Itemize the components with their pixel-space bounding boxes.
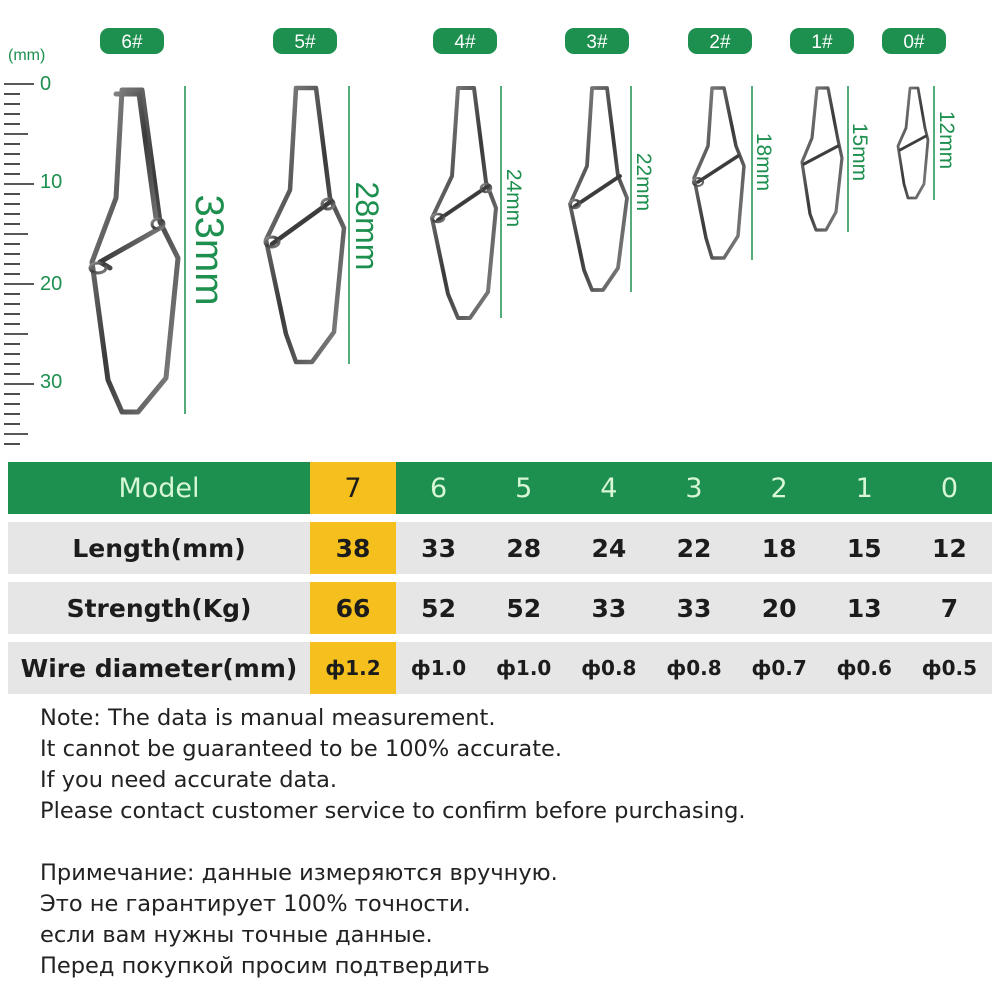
note-line: If you need accurate data. — [40, 767, 338, 793]
header-label: Model — [118, 472, 200, 504]
table-cell: ф0.8 — [581, 656, 637, 680]
table-cell: 24 — [591, 533, 627, 563]
table-cell: 22 — [676, 533, 712, 563]
snap-0-image — [898, 88, 928, 198]
table-row-length — [8, 522, 992, 574]
table-row-wire-diameter — [8, 642, 992, 694]
header-cell: 0 — [940, 472, 958, 504]
table-cell: 33 — [421, 533, 456, 563]
table-cell: 15 — [846, 533, 882, 563]
svg-text:1#: 1# — [811, 32, 833, 53]
note-line: Please contact customer service to confirm before purchasing. — [40, 798, 746, 824]
table-cell: ф0.7 — [751, 656, 807, 680]
ruler-label-10: 10 — [40, 171, 63, 193]
ruler-label-30: 30 — [40, 371, 63, 393]
table-cell: 28 — [506, 533, 542, 563]
table-cell: 13 — [846, 593, 882, 623]
table-cell: 66 — [310, 582, 396, 634]
table-cell: 12 — [932, 533, 967, 563]
table-cell: 18 — [761, 533, 797, 563]
note-line-ru: Перед покупкой просим подтвердить — [40, 953, 490, 979]
table-cell: ф1.0 — [496, 656, 552, 680]
note-line: Note: The data is manual measurement. — [40, 705, 496, 731]
svg-text:0#: 0# — [903, 32, 925, 53]
table-cell: 33 — [676, 593, 712, 623]
snap-4-image — [432, 88, 496, 318]
length-label-5: 28mm — [349, 181, 385, 271]
table-cell: ф0.5 — [921, 656, 978, 680]
table-cell: 52 — [506, 593, 542, 623]
table-cell: 7 — [940, 593, 959, 623]
product-illustration — [0, 0, 1000, 455]
row-label: Strength(Kg) — [66, 593, 252, 623]
table-cell: 20 — [761, 593, 797, 623]
table-cell: 38 — [310, 522, 396, 574]
header-cell: 2 — [770, 472, 788, 504]
table-cell: 33 — [591, 593, 627, 623]
badge-5 — [273, 28, 337, 54]
badge-6 — [100, 28, 164, 54]
snap-5-image — [265, 88, 344, 362]
badge-4 — [433, 28, 497, 54]
row-label: Wire diameter(mm) — [20, 653, 298, 683]
ruler-label-0: 0 — [40, 73, 52, 95]
badge-0 — [882, 28, 946, 54]
table-cell: 52 — [421, 593, 456, 623]
svg-text:5#: 5# — [294, 32, 316, 53]
snap-3-image — [570, 88, 627, 290]
length-label-4: 24mm — [502, 168, 525, 228]
table-row-strength — [8, 582, 992, 634]
badge-3 — [565, 28, 629, 54]
snap-2-image — [693, 88, 744, 258]
ruler-scale — [4, 84, 34, 444]
svg-text:2#: 2# — [709, 32, 731, 53]
note-line-ru: Это не гарантирует 100% точности. — [40, 891, 471, 917]
header-cell: 4 — [600, 472, 618, 504]
spec-table — [8, 462, 992, 702]
badge-1 — [790, 28, 854, 54]
note-line: It cannot be guaranteed to be 100% accurate. — [40, 736, 563, 762]
header-cell: 3 — [685, 472, 703, 504]
table-cell: ф0.6 — [836, 656, 892, 680]
table-cell: ф1.2 — [310, 642, 396, 694]
table-header-row — [8, 462, 992, 514]
header-cell: 1 — [855, 472, 873, 504]
header-cell: 7 — [310, 462, 396, 514]
note-line-ru: Примечание: данные измеряются вручную. — [40, 860, 558, 886]
header-cell: 6 — [429, 472, 448, 504]
notes-block — [40, 703, 746, 982]
ruler-unit-label: (mm) — [8, 47, 46, 64]
length-label-0: 12mm — [935, 110, 958, 170]
table-cell: ф0.8 — [666, 656, 722, 680]
table-cell: ф1.0 — [410, 656, 467, 680]
length-label-6: 33mm — [187, 194, 231, 306]
badge-2 — [688, 28, 752, 54]
svg-text:6#: 6# — [121, 32, 143, 53]
row-label: Length(mm) — [72, 533, 246, 563]
note-line-ru: если вам нужны точные данные. — [40, 922, 433, 948]
length-label-2: 18mm — [752, 132, 775, 192]
header-cell: 5 — [515, 472, 533, 504]
svg-text:3#: 3# — [586, 32, 608, 53]
snap-1-image — [802, 88, 842, 230]
snap-6-image — [90, 90, 178, 412]
notes-spacer — [40, 827, 746, 858]
length-label-3: 22mm — [632, 152, 655, 212]
length-label-1: 15mm — [848, 122, 871, 182]
svg-text:4#: 4# — [454, 32, 476, 53]
ruler-label-20: 20 — [40, 273, 63, 295]
